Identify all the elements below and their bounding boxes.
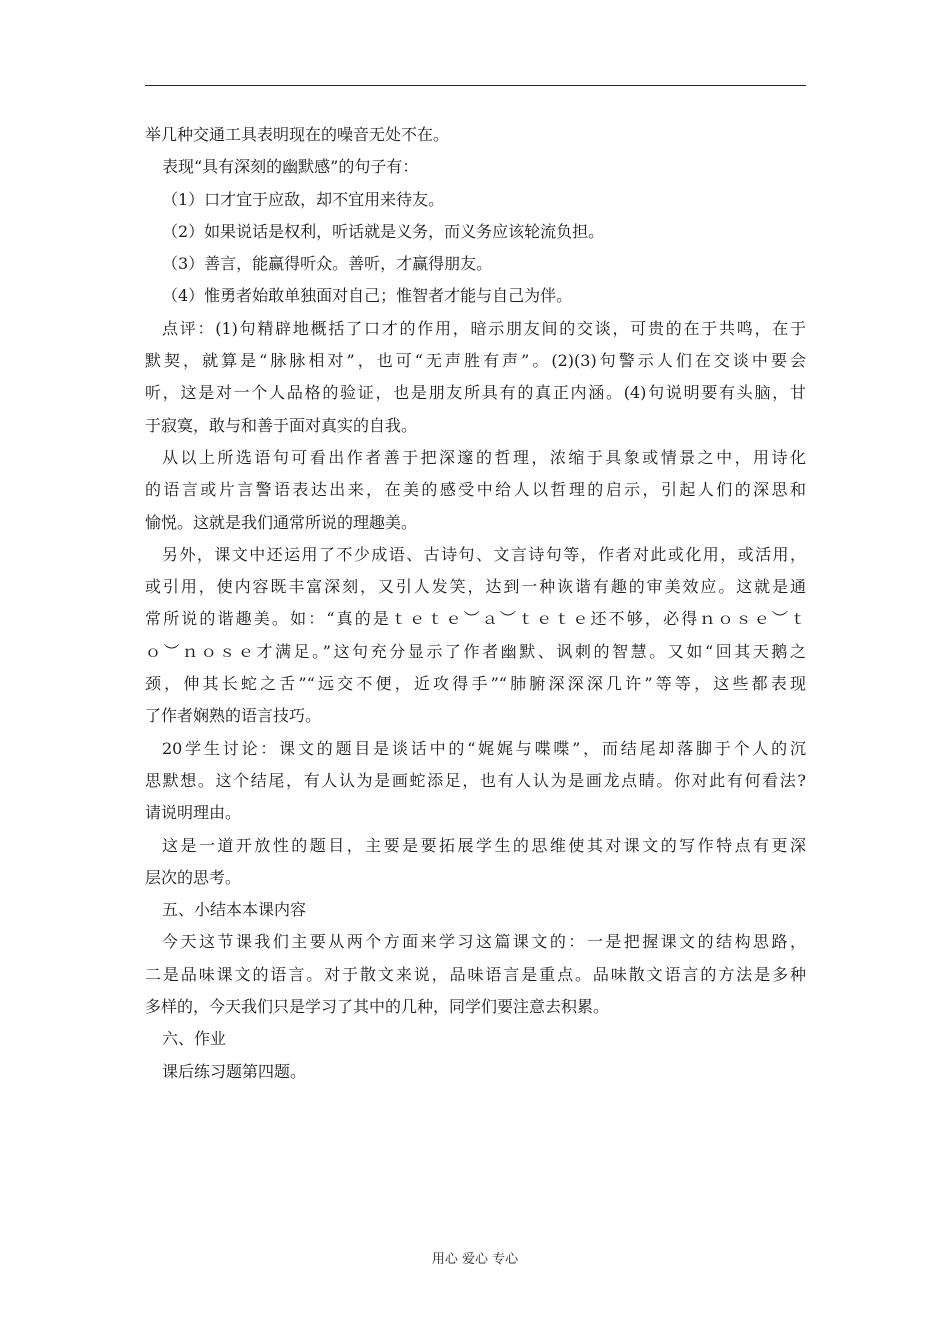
text-line: 思默想。这个结尾，有人认为是画蛇添足，也有人认为是画龙点睛。你对此有何看法? [145,770,806,790]
text-line: 另外，课文中还运用了不少成语、古诗句、文言诗句等，作者对此或化用，或活用， [162,544,806,564]
text-line: 愉悦。这就是我们通常所说的理趣美。 [145,512,418,532]
text-line: 二是品味课文的语言。对于散文来说，品味语言是重点。品味散文语言的方法是多种 [145,964,806,984]
text-line: 五、小结本本课内容 [162,900,307,920]
text-line: （4）惟勇者始敢单独面对自己；惟智者才能与自己为伴。 [162,286,573,306]
text-line: 默契，就算是“脉脉相对”，也可“无声胜有声”。(2)(3)句警示人们在交谈中要会 [145,351,806,371]
text-line: 请说明理由。 [145,803,242,823]
text-line: 举几种交通工具表明现在的噪音无处不在。 [145,125,450,144]
text-line: （2）如果说话是权利，听话就是义务，而义务应该轮流负担。 [162,221,605,241]
header-rule [145,85,806,86]
text-line: 表现“具有深刻的幽默感”的句子有： [162,157,419,177]
text-line: 于寂寞，敢与和善于面对真实的自我。 [145,415,418,435]
text-line: 听，这是对一个人品格的验证，也是朋友所具有的真正内涵。(4)句说明要有头脑，甘 [145,383,806,403]
text-line: 或引用，使内容既丰富深刻，又引人发笑，达到一种诙谐有趣的审美效应。这就是通 [145,577,806,597]
text-line: 点评：(1)句精辟地概括了口才的作用，暗示朋友间的交谈，可贵的在于共鸣，在于 [162,318,806,338]
text-line: ｏ︶ｎｏｓｅ才满足。”这句充分显示了作者幽默、讽刺的智慧。又如“回其天鹅之 [145,641,806,661]
text-line: 课后练习题第四题。 [162,1061,307,1081]
text-line: 的语言或片言警语表达出来，在美的感受中给人以哲理的启示，引起人们的深思和 [145,480,806,500]
text-line: 这是一道开放性的题目，主要是要拓展学生的思维使其对课文的写作特点有更深 [162,835,806,855]
text-line: （1）口才宜于应敌，却不宜用来待友。 [162,189,445,209]
text-line: 今天这节课我们主要从两个方面来学习这篇课文的：一是把握课文的结构思路， [162,932,806,952]
text-line: 常所说的谐趣美。如：“真的是ｔｅｔｅ︶ａ︶ｔｅｔｅ还不够，必得ｎｏｓｅ︶ｔ [145,609,806,629]
text-line: 了作者娴熟的语言技巧。 [145,706,322,726]
page-footer: 用心 爱心 专心 [431,1252,519,1267]
text-line: 多样的，今天我们只是学习了其中的几种，同学们要注意去积累。 [145,997,610,1017]
document-body [145,119,806,1088]
text-line: 从以上所选语句可看出作者善于把深邃的哲理，浓缩于具象或情景之中，用诗化 [162,447,806,467]
text-line: 层次的思考。 [145,867,242,887]
text-line: 六、作业 [162,1029,227,1049]
text-line: 颈，伸其长蛇之舌”“远交不便，近攻得手”“肺腑深深深几许”等等，这些都表现 [145,674,806,694]
text-line: 20学生讨论：课文的题目是谈话中的“娓娓与喋喋”，而结尾却落脚于个人的沉 [162,738,806,758]
text-line: （3）善言，能赢得听众。善听，才赢得朋友。 [162,254,493,274]
